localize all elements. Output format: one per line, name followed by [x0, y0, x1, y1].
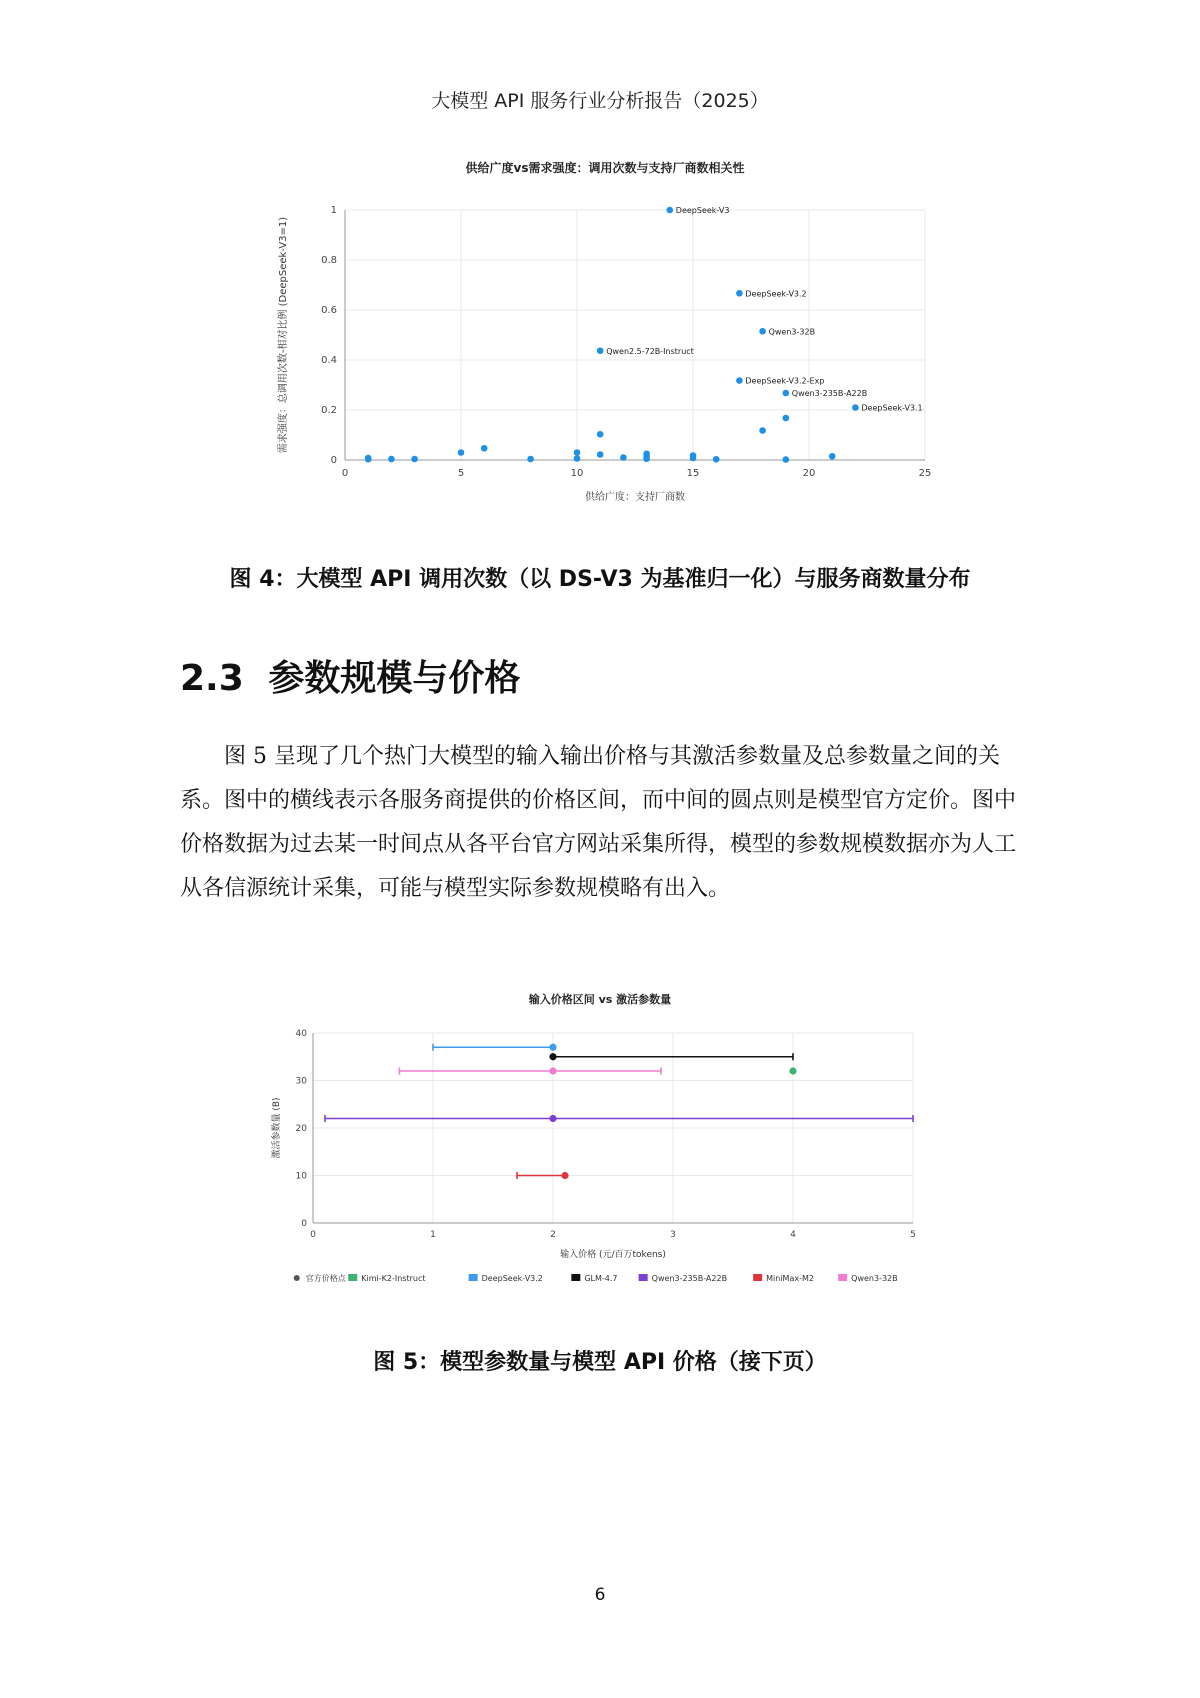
legend-marker [753, 1274, 762, 1281]
y-tick-label: 0 [330, 455, 337, 466]
legend-label: Qwen3-235B-A22B [651, 1274, 728, 1283]
data-point [759, 328, 766, 335]
x-tick-label: 0 [310, 1230, 316, 1240]
point-label: DeepSeek-V3.2-Exp [745, 376, 825, 386]
data-point [690, 455, 697, 462]
data-point [783, 390, 790, 397]
data-point [411, 456, 418, 463]
data-point [759, 427, 766, 434]
legend-marker [639, 1274, 648, 1281]
section-number: 2.3 [180, 658, 244, 699]
data-point [829, 453, 836, 460]
data-point [458, 449, 465, 456]
x-tick-label: 20 [802, 468, 816, 479]
section-heading [180, 650, 520, 701]
legend-marker [348, 1274, 357, 1281]
data-point [620, 454, 627, 461]
data-point [736, 290, 743, 297]
legend-label: Qwen3-32B [851, 1274, 898, 1283]
point-label: Qwen3-32B [768, 327, 816, 337]
x-tick-label: 0 [341, 468, 349, 479]
data-point [713, 456, 720, 463]
point-label: DeepSeek-V3.2 [745, 289, 807, 299]
x-tick-label: 1 [430, 1230, 436, 1240]
data-point [481, 445, 488, 452]
scatter-chart [260, 150, 950, 550]
legend-label: 官方价格点 [305, 1274, 346, 1283]
legend-marker [469, 1274, 478, 1281]
point-label: DeepSeek-V3.1 [861, 403, 923, 413]
figure-5-chart [255, 975, 955, 1315]
y-tick-label: 10 [295, 1171, 307, 1182]
y-tick-label: 0.4 [321, 355, 337, 366]
section-title: 参数规模与价格 [268, 658, 521, 699]
y-tick-label: 0 [301, 1219, 307, 1229]
y-tick-label: 0.2 [321, 405, 337, 416]
page-number: 6 [594, 1585, 606, 1605]
data-point [574, 455, 581, 462]
legend-label: MiniMax-M2 [766, 1274, 814, 1283]
official-price-point [549, 1044, 556, 1051]
legend-marker [838, 1274, 847, 1281]
x-tick-label: 4 [790, 1230, 796, 1240]
x-axis-label: 输入价格 (元/百万tokens) [560, 1250, 666, 1260]
y-tick-label: 0.6 [321, 305, 337, 316]
data-point [783, 456, 790, 463]
point-label: Qwen3-235B-A22B [791, 389, 868, 398]
y-tick-label: 0.8 [321, 255, 337, 266]
running-header: 大模型 API 服务行业分析报告（2025） [431, 90, 769, 112]
data-point [574, 449, 581, 456]
y-tick-label: 1 [330, 205, 337, 216]
y-tick-label: 30 [295, 1076, 307, 1087]
data-point [597, 347, 604, 354]
data-point [527, 456, 534, 463]
x-tick-label: 2 [550, 1230, 556, 1240]
range-chart [255, 975, 955, 1315]
official-price-point [549, 1067, 556, 1074]
figure-5-caption: 图 5：模型参数量与模型 API 价格（接下页） [373, 1350, 827, 1375]
chart-title: 输入价格区间 vs 激活参数量 [528, 993, 672, 1006]
x-axis-label: 供给广度：支持厂商数 [585, 492, 685, 503]
x-tick-label: 5 [457, 468, 465, 479]
x-tick-label: 5 [910, 1230, 916, 1240]
data-point [365, 456, 372, 463]
y-tick-label: 20 [295, 1124, 307, 1134]
figure-4-chart [260, 150, 950, 550]
data-point [736, 377, 743, 384]
data-point [667, 207, 674, 214]
data-point [597, 451, 604, 458]
legend-marker [571, 1274, 580, 1281]
official-price-point [789, 1067, 796, 1074]
x-tick-label: 3 [670, 1230, 676, 1240]
data-point [852, 404, 859, 411]
legend-label: Kimi-K2-Instruct [361, 1274, 426, 1283]
x-tick-label: 15 [686, 468, 700, 479]
legend-label: GLM-4.7 [584, 1274, 618, 1283]
data-point [388, 456, 395, 463]
data-point [597, 431, 604, 438]
y-axis-label: 需求强度：总调用次数-相对比例 (DeepSeek-V3=1) [278, 216, 289, 454]
legend-marker [294, 1275, 300, 1281]
x-tick-label: 25 [918, 468, 932, 479]
point-label: DeepSeek-V3 [675, 206, 730, 215]
point-label: Qwen2.5-72B-Instruct [606, 346, 694, 356]
section-paragraph: 图 5 呈现了几个热门大模型的输入输出价格与其激活参数量及总参数量之间的关系。图中的横线表示各服务商提供的价格区间，而中间的圆点则是模型官方定价。图中价格数据为过去某一时间点从各平台官方网站采集所得，模型的参数规模数据亦为人工从各信源统计采集，可能与模型实际参数规模略有出入。 [180, 744, 1017, 901]
x-tick-label: 10 [570, 468, 584, 479]
data-point [643, 455, 650, 462]
data-point [783, 415, 790, 422]
legend-label: DeepSeek-V3.2 [481, 1274, 543, 1283]
official-price-point [549, 1115, 556, 1122]
figure-4-caption: 图 4：大模型 API 调用次数（以 DS-V3 为基准归一化）与服务商数量分布 [229, 567, 971, 592]
chart-title: 供给广度vs需求强度：调用次数与支持厂商数相关性 [465, 161, 745, 175]
y-axis-label: 激活参数量 (B) [272, 1097, 282, 1159]
y-tick-label: 40 [295, 1029, 307, 1039]
official-price-point [561, 1172, 568, 1179]
official-price-point [549, 1053, 556, 1060]
